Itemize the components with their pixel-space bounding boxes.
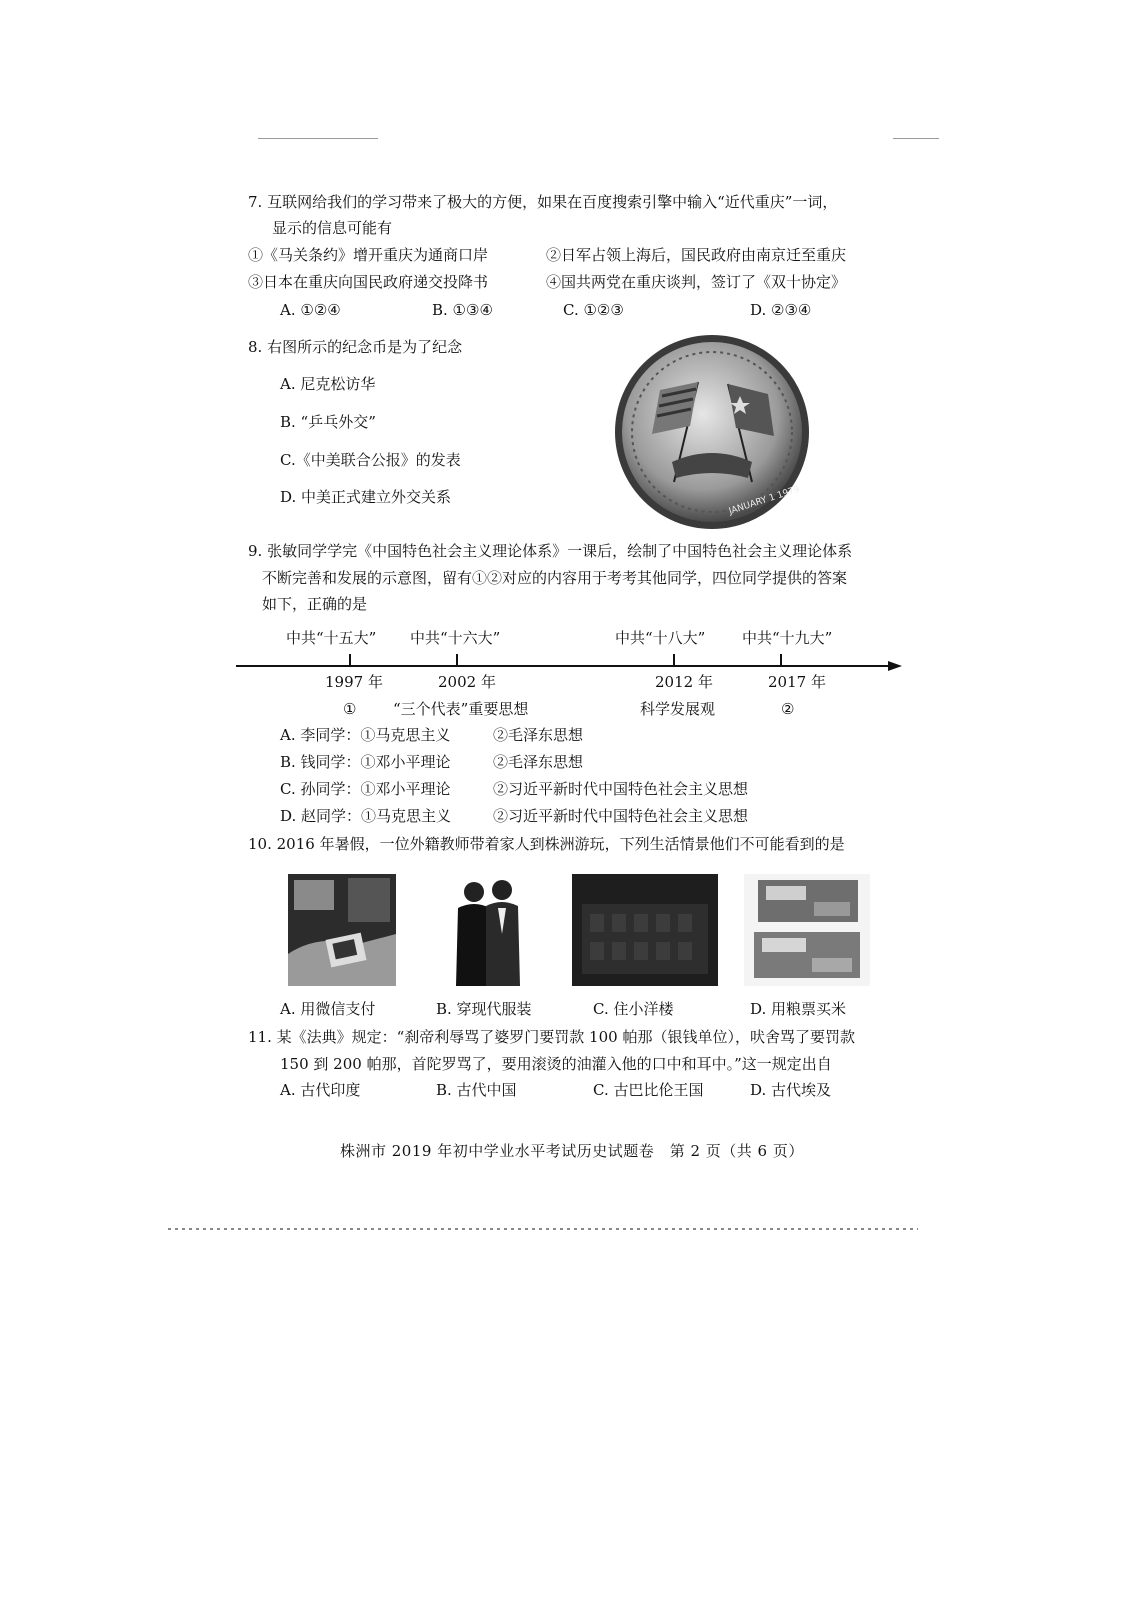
- q7-option-c: C. ①②③: [563, 301, 624, 319]
- q7-item3: ③日本在重庆向国民政府递交投降书: [248, 273, 489, 291]
- photo-grain-coupons: [744, 874, 870, 986]
- q9-option-d-part2: ②习近平新时代中国特色社会主义思想: [493, 807, 749, 825]
- q10-option-d: D. 用粮票买米: [750, 1000, 847, 1018]
- q7-stem-line1: 7. 互联网给我们的学习带来了极大的方便，如果在百度搜索引擎中输入“近代重庆”一词，: [248, 193, 838, 211]
- q9-option-a-part2: ②毛泽东思想: [493, 726, 584, 744]
- timeline-congress-3: 中共“十八大”: [615, 629, 706, 647]
- q11-option-d: D. 古代埃及: [750, 1081, 832, 1099]
- q11-option-b: B. 古代中国: [436, 1081, 517, 1099]
- q11-stem-line1: 11. 某《法典》规定：“刹帝利辱骂了婆罗门要罚款 100 帕那（银钱单位），吠舍骂了要罚款: [248, 1028, 855, 1046]
- q9-stem-line3: 如下，正确的是: [262, 595, 368, 613]
- timeline-congress-2: 中共“十六大”: [410, 629, 501, 647]
- q7-item1: ①《马关条约》增开重庆为通商口岸: [248, 246, 489, 264]
- timeline-theory-3: 科学发展观: [640, 700, 716, 718]
- timeline-theory-2: “三个代表”重要思想: [393, 700, 529, 718]
- page-footer: 株洲市 2019 年初中学业水平考试历史试题卷 第 2 页（共 6 页）: [340, 1142, 804, 1160]
- q9-option-d: D. 赵同学：①马克思主义: [280, 807, 452, 825]
- q9-option-a: A. 李同学：①马克思主义: [280, 726, 451, 744]
- q7-option-a: A. ①②④: [280, 301, 341, 319]
- q9-stem-line1: 9. 张敏同学学完《中国特色社会主义理论体系》一课后，绘制了中国特色社会主义理论体系: [248, 542, 853, 560]
- photo-wechat-payment: [288, 874, 396, 986]
- top-rule-left: [258, 138, 378, 139]
- coin-date-text: JANUARY 1 1979: [727, 484, 801, 517]
- q7-item4: ④国共两党在重庆谈判，签订了《双十协定》: [546, 273, 847, 291]
- q10-option-c: C. 住小洋楼: [593, 1000, 674, 1018]
- q7-option-b: B. ①③④: [432, 301, 493, 319]
- q8-stem: 8. 右图所示的纪念币是为了纪念: [248, 338, 463, 356]
- timeline-year-2002: 2002 年: [438, 673, 496, 691]
- timeline-congress-4: 中共“十九大”: [742, 629, 833, 647]
- timeline-year-1997: 1997 年: [325, 673, 383, 691]
- q7-stem-line2: 显示的信息可能有: [272, 219, 393, 237]
- q9-option-b: B. 钱同学：①邓小平理论: [280, 753, 451, 771]
- q9-option-c: C. 孙同学：①邓小平理论: [280, 780, 451, 798]
- q7-item2: ②日军占领上海后，国民政府由南京迁至重庆: [546, 246, 847, 264]
- q8-option-d: D. 中美正式建立外交关系: [280, 488, 452, 506]
- q11-stem-line2: 150 到 200 帕那，首陀罗骂了，要用滚烫的油灌入他的口中和耳中。”这一规定出自: [280, 1055, 832, 1073]
- timeline-congress-1: 中共“十五大”: [286, 629, 377, 647]
- q7-option-d: D. ②③④: [750, 301, 812, 319]
- q9-option-c-part2: ②习近平新时代中国特色社会主义思想: [493, 780, 749, 798]
- top-rule-right: [893, 138, 939, 139]
- q10-stem: 10. 2016 年暑假，一位外籍教师带着家人到株洲游玩，下列生活情景他们不可能看到的是: [248, 835, 845, 853]
- q8-option-c: C.《中美联合公报》的发表: [280, 451, 461, 469]
- timeline-theory-1: ①: [343, 700, 357, 718]
- q11-option-a: A. 古代印度: [280, 1081, 361, 1099]
- timeline-theory-4: ②: [781, 700, 795, 718]
- commemorative-coin-image: [612, 332, 812, 532]
- photo-small-western-building: [572, 874, 718, 986]
- q10-option-a: A. 用微信支付: [280, 1000, 376, 1018]
- q11-option-c: C. 古巴比伦王国: [593, 1081, 704, 1099]
- scan-edge-line: [168, 1228, 918, 1230]
- q9-stem-line2: 不断完善和发展的示意图，留有①②对应的内容用于考考其他同学，四位同学提供的答案: [262, 569, 848, 587]
- photo-modern-clothing: [444, 874, 528, 986]
- timeline-year-2017: 2017 年: [768, 673, 826, 691]
- timeline-year-2012: 2012 年: [655, 673, 713, 691]
- q10-option-b: B. 穿现代服装: [436, 1000, 532, 1018]
- q8-option-b: B. “乒乓外交”: [280, 413, 376, 431]
- q8-option-a: A. 尼克松访华: [280, 375, 376, 393]
- q9-option-b-part2: ②毛泽东思想: [493, 753, 584, 771]
